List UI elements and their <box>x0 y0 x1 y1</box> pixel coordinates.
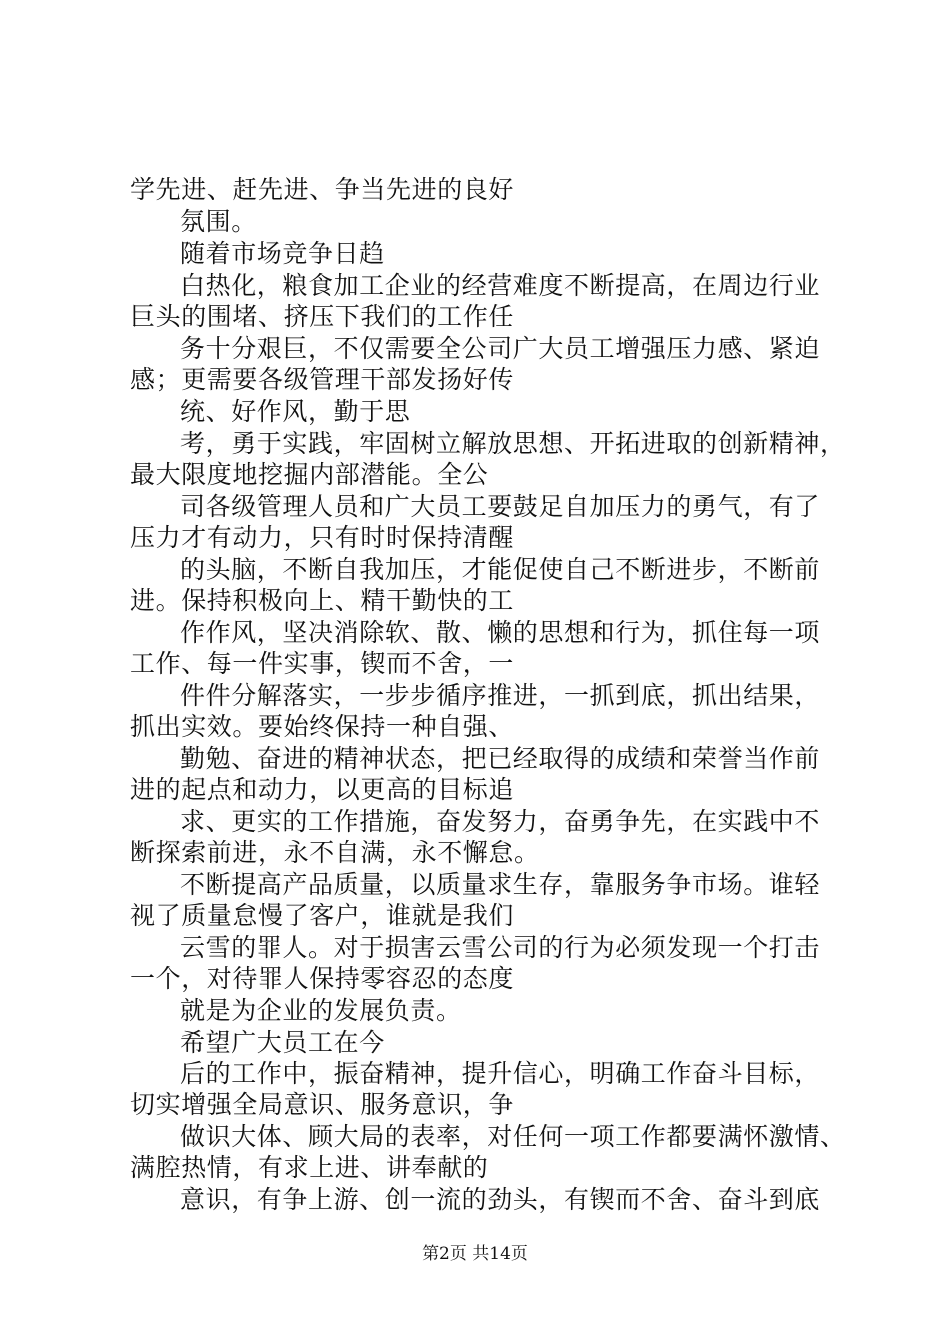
text-line: 视了质量怠慢了客户，谁就是我们 <box>130 901 515 930</box>
text-line: 进的起点和动力，以更高的目标追 <box>130 775 515 804</box>
text-line: 氛围。 <box>180 207 257 236</box>
text-line: 意识，有争上游、创一流的劲头，有锲而不舍、奋斗到底 <box>180 1185 821 1214</box>
text-line: 统、好作风，勤于思 <box>180 397 411 426</box>
text-line: 感；更需要各级管理干部发扬好传 <box>130 365 515 394</box>
text-line: 白热化，粮食加工企业的经营难度不断提高，在周边行业 <box>180 271 821 300</box>
text-line: 的头脑，不断自我加压，才能促使自己不断进步，不断前 <box>180 555 821 584</box>
text-line: 最大限度地挖掘内部潜能。全公 <box>130 460 489 489</box>
text-line: 求、更实的工作措施，奋发努力，奋勇争先，在实践中不 <box>180 807 821 836</box>
text-line: 一个，对待罪人保持零容忍的态度 <box>130 964 515 993</box>
text-line: 云雪的罪人。对于损害云雪公司的行为必须发现一个打击 <box>180 933 821 962</box>
text-line: 学先进、赶先进、争当先进的良好 <box>130 175 515 204</box>
text-line: 司各级管理人员和广大员工要鼓足自加压力的勇气，有了 <box>180 492 821 521</box>
text-line: 件件分解落实，一步步循序推进，一抓到底，抓出结果， <box>180 681 821 710</box>
text-line: 压力才有动力，只有时时保持清醒 <box>130 523 515 552</box>
text-line: 希望广大员工在今 <box>180 1028 385 1057</box>
text-line: 就是为企业的发展负责。 <box>180 996 462 1025</box>
text-line: 巨头的围堵、挤压下我们的工作任 <box>130 302 515 331</box>
text-line: 勤勉、奋进的精神状态，把已经取得的成绩和荣誉当作前 <box>180 744 821 773</box>
text-line: 做识大体、顾大局的表率，对任何一项工作都要满怀激情、 <box>180 1122 846 1151</box>
text-line: 进。保持积极向上、精干勤快的工 <box>130 586 515 615</box>
text-line: 不断提高产品质量，以质量求生存，靠服务争市场。谁轻 <box>180 870 821 899</box>
text-line: 考，勇于实践，牢固树立解放思想、开拓进取的创新精神， <box>180 429 846 458</box>
text-line: 断探索前进，永不自满，永不懈怠。 <box>130 838 540 867</box>
page-footer: 第2页 共14页 <box>422 1244 528 1264</box>
text-line: 作作风，坚决消除软、散、懒的思想和行为，抓住每一项 <box>180 618 821 647</box>
text-line: 后的工作中，振奋精神，提升信心，明确工作奋斗目标， <box>180 1059 821 1088</box>
text-line: 满腔热情，有求上进、讲奉献的 <box>130 1153 489 1182</box>
text-line: 随着市场竞争日趋 <box>180 239 385 268</box>
text-line: 切实增强全局意识、服务意识，争 <box>130 1090 515 1119</box>
text-line: 工作、每一件实事，锲而不舍，一 <box>130 649 515 678</box>
text-line: 抓出实效。要始终保持一种自强、 <box>130 712 515 741</box>
text-line: 务十分艰巨，不仅需要全公司广大员工增强压力感、紧迫 <box>180 334 821 363</box>
